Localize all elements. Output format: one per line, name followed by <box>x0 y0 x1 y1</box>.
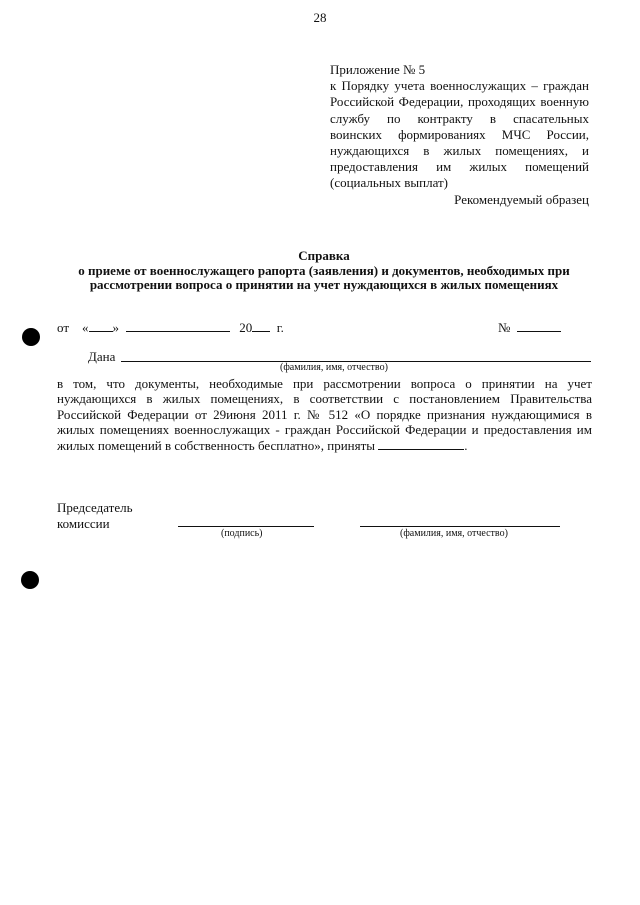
year-prefix: 20 <box>239 320 253 335</box>
page-number: 28 <box>313 10 327 25</box>
year-suffix: г. <box>276 320 284 335</box>
number-label: № <box>498 320 511 335</box>
date-line <box>57 320 284 336</box>
number-blank <box>517 320 561 332</box>
date-open-quote: « <box>82 320 89 335</box>
day-blank <box>89 320 113 332</box>
date-close-quote: » <box>112 320 120 335</box>
month-blank <box>126 320 230 332</box>
punch-hole-icon <box>22 328 40 346</box>
given-label: Дана <box>88 349 116 364</box>
signature-fio-rule <box>360 526 560 527</box>
document-title <box>60 249 588 293</box>
punch-hole-icon <box>21 571 39 589</box>
number-line <box>498 320 561 336</box>
chair-line-2: комиссии <box>57 515 110 531</box>
body-text <box>57 376 592 453</box>
document-title-main: Справка <box>298 248 350 263</box>
chair-label <box>57 500 177 531</box>
appendix-title: Приложение № 5 <box>330 62 426 77</box>
body-end: . <box>464 437 468 453</box>
signature-caption: (подпись) <box>221 528 263 539</box>
date-from-label: от <box>57 320 70 335</box>
year-blank <box>252 320 270 332</box>
document-title-subtitle: о приеме от военнослужащего рапорта (заявления) и документов, необходимых при рассмотрении вопроса о принятии на учет нуждающихся в жилых помещениях <box>78 262 570 293</box>
signature-rule <box>178 526 314 527</box>
signature-fio-caption: (фамилия, имя, отчество) <box>400 528 508 539</box>
sample-note: Рекомендуемый образец <box>454 192 589 207</box>
appendix-header <box>330 62 589 192</box>
chair-line-1: Председатель <box>57 500 133 515</box>
accepted-blank <box>378 438 464 450</box>
fio-caption: (фамилия, имя, отчество) <box>280 362 388 373</box>
appendix-body: к Порядку учета военнослужащих – граждан Российской Федерации, проходящих военную службу по контракту в спасательных воинских формированиях МЧС России, нуждающихся в жилых помещениях, и предоставления им жилых помещений (социальных выплат) <box>330 78 589 191</box>
body-paragraph: в том, что документы, необходимые при рассмотрении вопроса о принятии на учет нуждающихся в жилых помещениях, в соответствии с постановлением Правительства Российской Федерации от 29июня 2011 г. № 512 «О порядке признания нуждающимися в жилых помещениях военнослужащих - граждан Российской Федерации и предоставления им жилых помещений в собственность бесплатно», приняты <box>57 376 592 453</box>
